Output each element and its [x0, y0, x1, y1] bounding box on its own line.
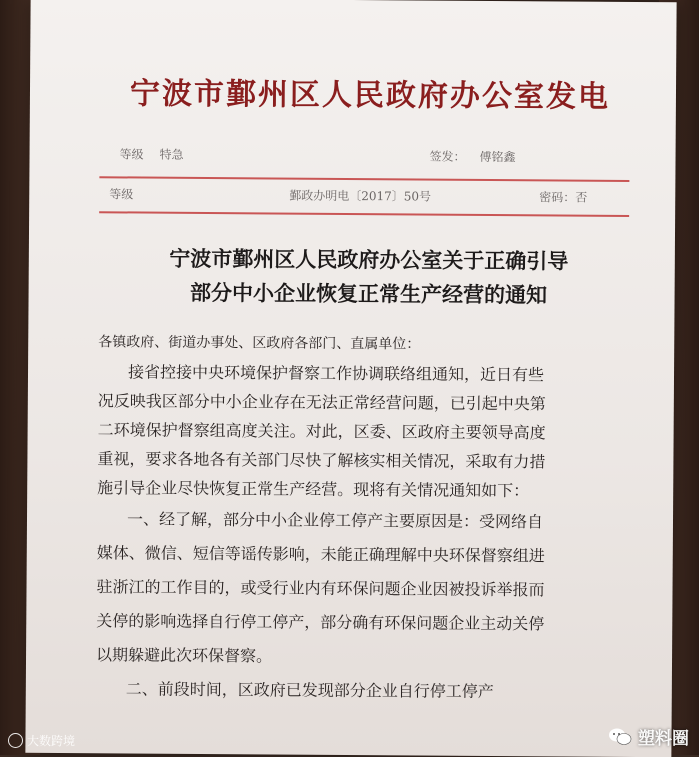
para2-line4: 关停的影响选择自行停工停产，部分确有环保问题企业主动关停: [96, 611, 545, 634]
para1-line3: 二环境保护督察组高度关注。对此，区委、区政府主要领导高度: [97, 420, 546, 443]
category-label: 等级: [109, 187, 134, 202]
meta-line: [99, 145, 629, 171]
watermark-ring-icon: [8, 733, 23, 748]
para2-line3: 驻浙江的工作目的，或受行业内有环保问题企业因被投诉举报而: [96, 577, 545, 600]
para1-line4: 重视，要求各地各有关部门尽快了解核实相关情况，采取有力措: [97, 449, 546, 472]
signer-value: 傅铭鑫: [479, 149, 516, 165]
document-header-title: 宁波市鄞州区人民政府办公室发电: [129, 76, 611, 115]
notice-title: [88, 241, 648, 313]
level-label: 等级: [119, 147, 144, 162]
salutation: 各镇政府、街道办事处、区政府各部门、直属单位：: [98, 334, 421, 353]
watermark-left-text: 大数跨境: [27, 734, 76, 748]
wechat-icon: [608, 727, 632, 747]
signer-label: 签发：: [429, 149, 466, 164]
watermark-right-text: 塑料圈: [638, 729, 689, 749]
notice-title-line1: 宁波市鄞州区人民政府办公室关于正确引导: [169, 245, 569, 274]
document-page: [25, 0, 676, 757]
para1-line5: 施引导企业尽快恢复正常生产经营。现将有关情况通知如下：: [97, 478, 530, 501]
watermark-left: [8, 732, 75, 749]
para1-line1: 接省控接中央环境保护督察工作协调联络组通知，近日有些: [127, 362, 545, 385]
notice-body: [96, 328, 659, 710]
para1-line2: 况反映我区部分中小企业存在无法正常经营问题，已引起中央第: [97, 391, 546, 414]
doc-number-rule: [99, 211, 629, 217]
para2-line5: 以期躲避此次环保督察。: [95, 645, 273, 666]
doc-number: 鄞政办明电〔2017〕50号: [289, 188, 432, 204]
level-value: 特急: [159, 147, 184, 162]
watermark-right: [608, 724, 689, 749]
header-rule: [99, 176, 629, 182]
doc-number-line: [99, 185, 629, 211]
para2-line1: 一、经了解，部分中小企业停工停产主要原因是：受网络自: [126, 509, 544, 532]
para2-line2: 媒体、微信、短信等谣传影响，未能正确理解中央环保督察组进: [96, 543, 545, 566]
para3-line1: 二、前段时间，区政府已发现部分企业自行停工停产: [125, 679, 494, 702]
confidential-label: 密码：否: [539, 190, 588, 205]
notice-title-line2: 部分中小企业恢复正常生产经营的通知: [190, 279, 548, 308]
